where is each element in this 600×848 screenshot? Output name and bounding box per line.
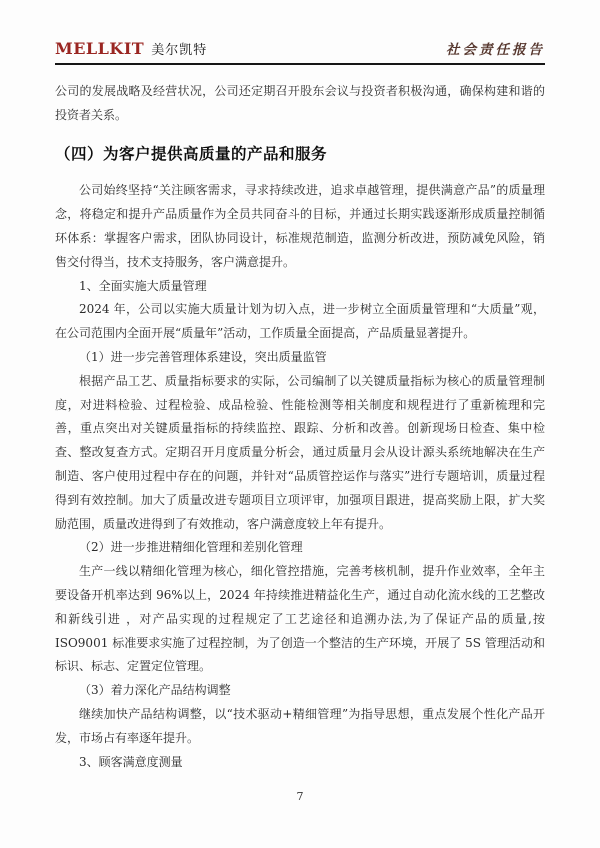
paragraph: （1）进一步完善管理体系建设，突出质量监管 xyxy=(79,349,327,364)
paragraph: 1、全面实施大质量管理 xyxy=(79,278,207,293)
brand-chinese-name: 美尔凯特 xyxy=(151,43,208,58)
page-header xyxy=(55,0,545,65)
page-footer xyxy=(0,785,600,804)
page-number: 7 xyxy=(296,790,304,803)
brand xyxy=(55,39,207,58)
paragraph: 生产一线以精细化管理为核心，细化管控措施，完善考核机制，提升作业效率，全年主要设备开机率达到 96%以上，2024 年持续推进精益化生产，通过自动化流水线的工艺整改和新线引进 ，对产品实现的过程规定了工艺途径和追溯办法,为了保证产品的质量,按 ISO9001 标准要求实施了过程控制，为了创造一个整洁的生产环境，开展了 5S 管理活动和标识、标志、定置定位管理。 xyxy=(55,564,545,674)
paragraph: （2）进一步推进精细化管理和差别化管理 xyxy=(79,540,303,555)
report-title: 社会责任报告 xyxy=(446,42,545,58)
paragraph: 公司的发展战略及经营状况，公司还定期召开股东会议与投资者积极沟通，确保构建和谐的投资者关系。 xyxy=(55,84,545,122)
section-heading: （四）为客户提供高质量的产品和服务 xyxy=(55,144,328,163)
paragraph: 2024 年，公司以实施大质量计划为切入点，进一步树立全面质量管理和“大质量”观，在公司范围内全面开展“质量年”活动，工作质量全面提高，产品质量显著提升。 xyxy=(55,302,545,341)
paragraph: 公司始终坚持“关注顾客需求，寻求持续改进，追求卓越管理，提供满意产品”的质量理念，将稳定和提升产品质量作为全员共同奋斗的目标，并通过长期实践逐渐形成质量控制循环体系：掌握客户需求，团队协同设计，标准规范制造，监测分析改进，预防减免风险，销售交付得当，技术支持服务，客户满意提升。 xyxy=(55,183,545,269)
paragraph: 3、顾客满意度测量 xyxy=(79,754,183,769)
paragraph: 继续加快产品结构调整，以“技术驱动+精细管理”为指导思想，重点发展个性化产品开发，市场占有率逐年提升。 xyxy=(55,706,545,745)
paragraph: 根据产品工艺、质量指标要求的实际，公司编制了以关键质量指标为核心的质量管理制度，对进料检验、过程检验、成品检验、性能检测等相关制度和规程进行了重新梳理和完善，重点突出对关键质量指标的持续监控、跟踪、分析和改善。创新现场日检查、集中检查、整改复查方式。定期召开月度质量分析会，通过质量月会从设计源头系统地解决在生产制造、客户使用过程中存在的问题，并针对“品质管控运作与落实”进行专题培训，质量过程得到有效控制。加大了质量改进专题项目立项评审，加强项目跟进，提高奖励上限，扩大奖励范围，质量改进得到了有效推动，客户满意度较上年有提升。 xyxy=(55,373,545,531)
document-body xyxy=(55,80,545,774)
brand-logo-text: MELLKIT xyxy=(55,39,145,58)
paragraph: （3）着力深化产品结构调整 xyxy=(79,683,231,698)
